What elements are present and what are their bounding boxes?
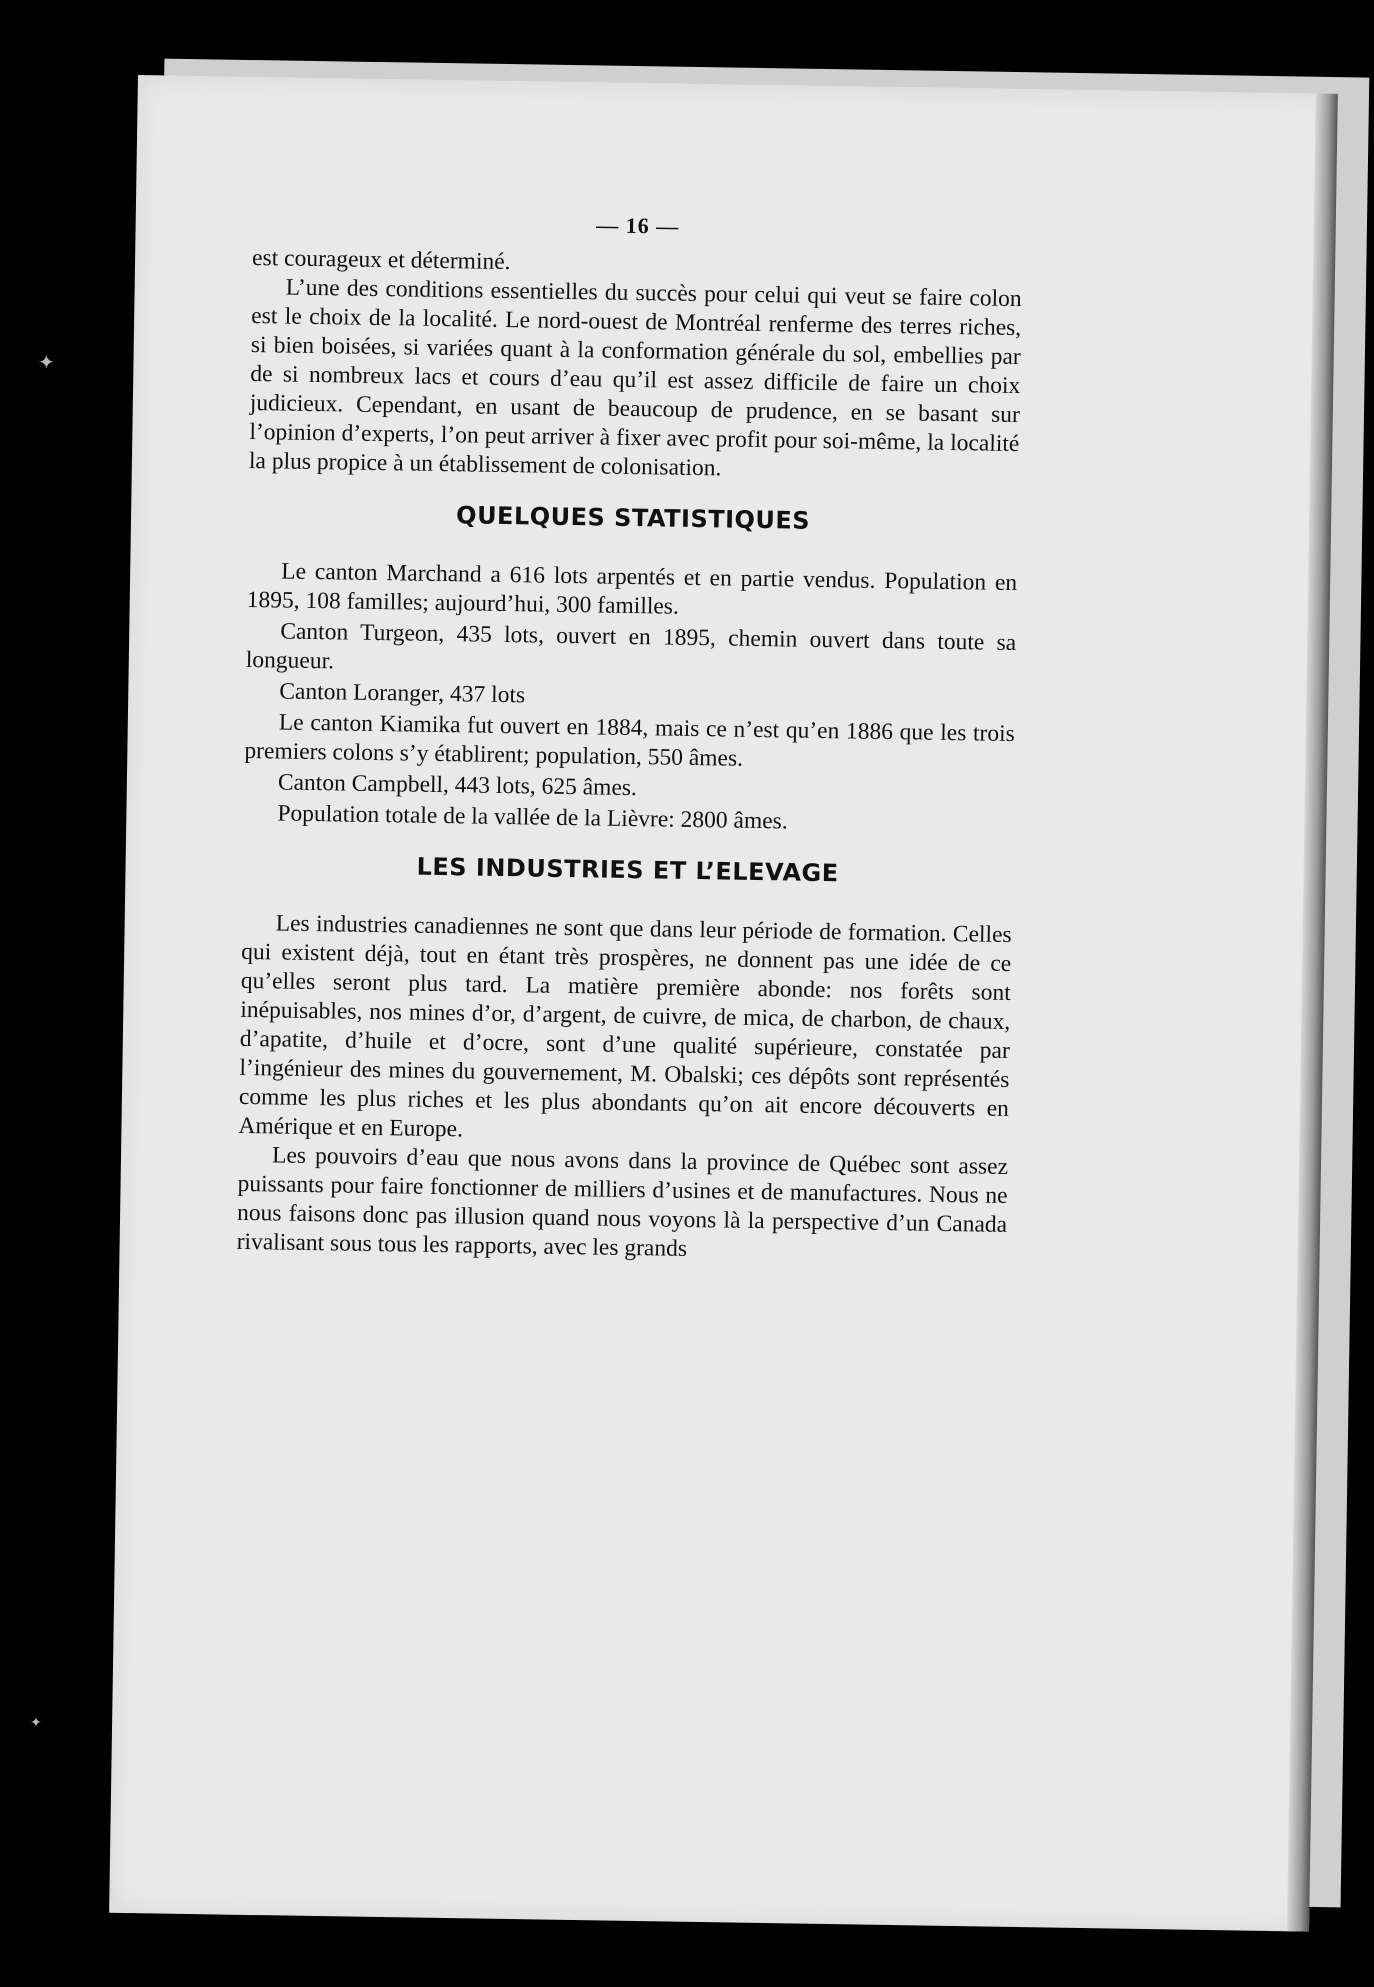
industries-heading: LES INDUSTRIES ET L’ELEVAGE <box>416 852 839 888</box>
industries-paragraph: Les industries canadiennes ne sont que dans leur période de formation. Celles qui existent déjà, tout en étant très prospères, ne donnent pas une idée de ce qu’elles seront plus tard. La matière première abonde: nos forêts sont inépuisables, nos mines d’or, d’argent, de cuivre, de mica, de charbon, de chaux, d’apatite, d’huile et d’ocre, sont d’une qualité supérieure, constatée par l’ingénieur des mines du gouvernement, M. Obalski; ces dépôts sont représentés comme les plus riches et les plus abondants qu’on ait encore découverts en Amérique et en Europe. <box>238 910 1012 1143</box>
page-number: — 16 — <box>596 212 680 239</box>
intro-line: est courageux et déterminé. <box>251 244 511 276</box>
stat-item: Le canton Kiamika fut ouvert en 1884, mais ce n’est qu’en 1886 que les trois premiers colons s’y établirent; population, 550 âmes. <box>244 709 1015 772</box>
scan-speck: ✦ <box>30 1716 42 1731</box>
stat-item: Canton Loranger, 437 lots <box>279 678 526 709</box>
intro-paragraph: L’une des conditions essentielles du succès pour celui qui veut se faire colon est le choix de la localité. Le nord-ouest de Montréal renferme des terres riches, si bien boisées, si variées quant à la conformation générale du sol, embellies par de si nombreux lacs et cours d’eau qu’il est assez difficile de faire un choix judicieux. Cependant, en usant de beaucoup de prudence, en se basant sur l’opinion d’experts, l’on peut arriver à fixer avec profit pour soi-même, la localité la plus propice à un établissement de colonisation. <box>248 274 1022 482</box>
stat-item: Le canton Marchand a 616 lots arpentés et en partie vendus. Population en 1895, 108 familles; aujourd’hui, 300 familles. <box>246 558 1018 620</box>
page-text <box>236 205 1022 1269</box>
stat-item: Canton Turgeon, 435 lots, ouvert en 1895, chemin ouvert dans toute sa longueur. <box>245 618 1017 675</box>
stats-list <box>243 557 1017 840</box>
industries-paragraph: Les pouvoirs d’eau que nous avons dans la province de Québec sont assez puissants pour faire fonctionner de milliers d’usines et de manufactures. Nous ne nous faisons donc pas illusion quand nous voyons là la perspective d’un Canada rivalisant sous tous les rapports, avec les grands <box>236 1142 1009 1262</box>
stat-item: Canton Campbell, 443 lots, 625 âmes. <box>277 769 638 802</box>
scan-speck: ✦ <box>38 352 55 374</box>
stats-heading: QUELQUES STATISTIQUES <box>455 501 811 535</box>
stat-item: Population totale de la vallée de la Lièvre: 2800 âmes. <box>277 800 788 835</box>
